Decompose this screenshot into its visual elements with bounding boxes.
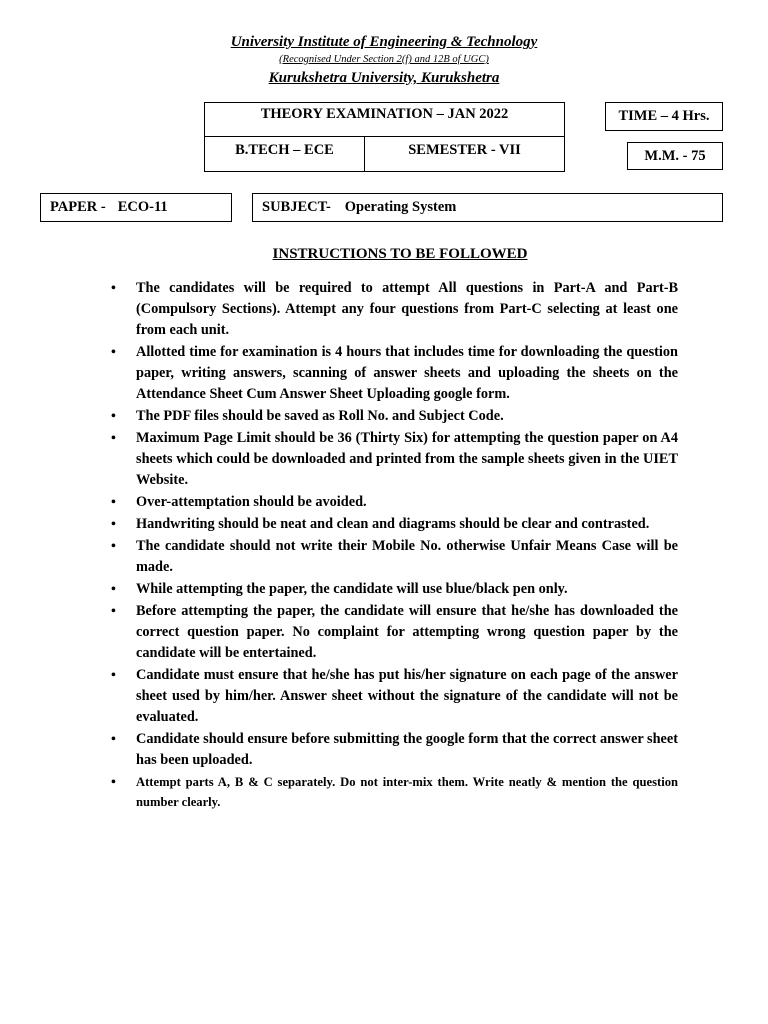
exam-title: THEORY EXAMINATION – JAN 2022 <box>205 103 564 137</box>
exam-branch: B.TECH – ECE <box>205 137 365 172</box>
bullet-icon: • <box>111 668 116 683</box>
list-item: • The candidate should not write their Mobile No. otherwise Unfair Means Case will be made. <box>111 538 678 575</box>
list-item: • Candidate should ensure before submitting the google form that the correct answer sheet has been uploaded. <box>111 731 678 768</box>
bullet-icon: • <box>111 539 116 554</box>
recognition-note: (Recognised Under Section 2(f) and 12B of UGC) <box>279 54 489 65</box>
bullet-icon: • <box>111 495 116 510</box>
list-item: • Attempt parts A, B & C separately. Do not inter-mix them. Write neatly & mention the question number clearly. <box>111 775 678 809</box>
bullet-icon: • <box>111 517 116 532</box>
bullet-icon: • <box>111 345 116 360</box>
instructions-title: INSTRUCTIONS TO BE FOLLOWED <box>272 246 528 262</box>
list-item: • Over-attemptation should be avoided. <box>108 492 678 513</box>
institute-name: University Institute of Engineering & Technology <box>230 34 538 50</box>
subject-label: SUBJECT- <box>262 199 331 215</box>
bullet-icon: • <box>111 281 116 296</box>
list-item: • The PDF files should be saved as Roll No. and Subject Code. <box>108 406 678 427</box>
time-box: TIME – 4 Hrs. <box>605 102 723 131</box>
university-name: Kurukshetra University, Kurukshetra <box>268 70 500 86</box>
subject-box <box>252 193 723 222</box>
max-marks-box: M.M. - 75 <box>627 142 723 170</box>
subject-name: Operating System <box>344 199 457 215</box>
bullet-icon: • <box>111 431 116 446</box>
paper-code-box <box>40 193 232 222</box>
instructions-list <box>108 278 678 813</box>
list-item: • Allotted time for examination is 4 hours that includes time for downloading the question paper, writing answers, scanning of answer sheets and uploading the sheets on the Attendance Sheet Cum Answer Sheet Uploading google form. <box>111 344 678 402</box>
list-item: • Before attempting the paper, the candidate will ensure that he/she has downloaded the correct question paper. No complaint for attempting wrong question paper by the candidate will be entertained. <box>111 603 678 661</box>
list-item: • While attempting the paper, the candidate will use blue/black pen only. <box>108 579 678 600</box>
exam-semester: SEMESTER - VII <box>408 142 521 158</box>
exam-info-box <box>204 102 565 172</box>
list-item: • The candidates will be required to attempt All questions in Part-A and Part-B (Compulsory Sections). Attempt any four questions from Part-C selecting at least one from each unit. <box>111 280 678 338</box>
list-item: • Candidate must ensure that he/she has put his/her signature on each page of the answer sheet used by him/her. Answer sheet without the signature of the candidate will not be evaluated. <box>111 667 678 725</box>
paper-code: ECO-11 <box>117 199 168 215</box>
bullet-icon: • <box>111 582 116 597</box>
paper-label: PAPER - <box>50 199 106 215</box>
bullet-icon: • <box>111 775 116 790</box>
bullet-icon: • <box>111 409 116 424</box>
bullet-icon: • <box>111 604 116 619</box>
bullet-icon: • <box>111 732 116 747</box>
list-item: • Handwriting should be neat and clean and diagrams should be clear and contrasted. <box>108 514 678 535</box>
list-item: • Maximum Page Limit should be 36 (Thirty Six) for attempting the question paper on A4 sheets which could be downloaded and printed from the sample sheets given in the UIET Website. <box>111 430 678 488</box>
